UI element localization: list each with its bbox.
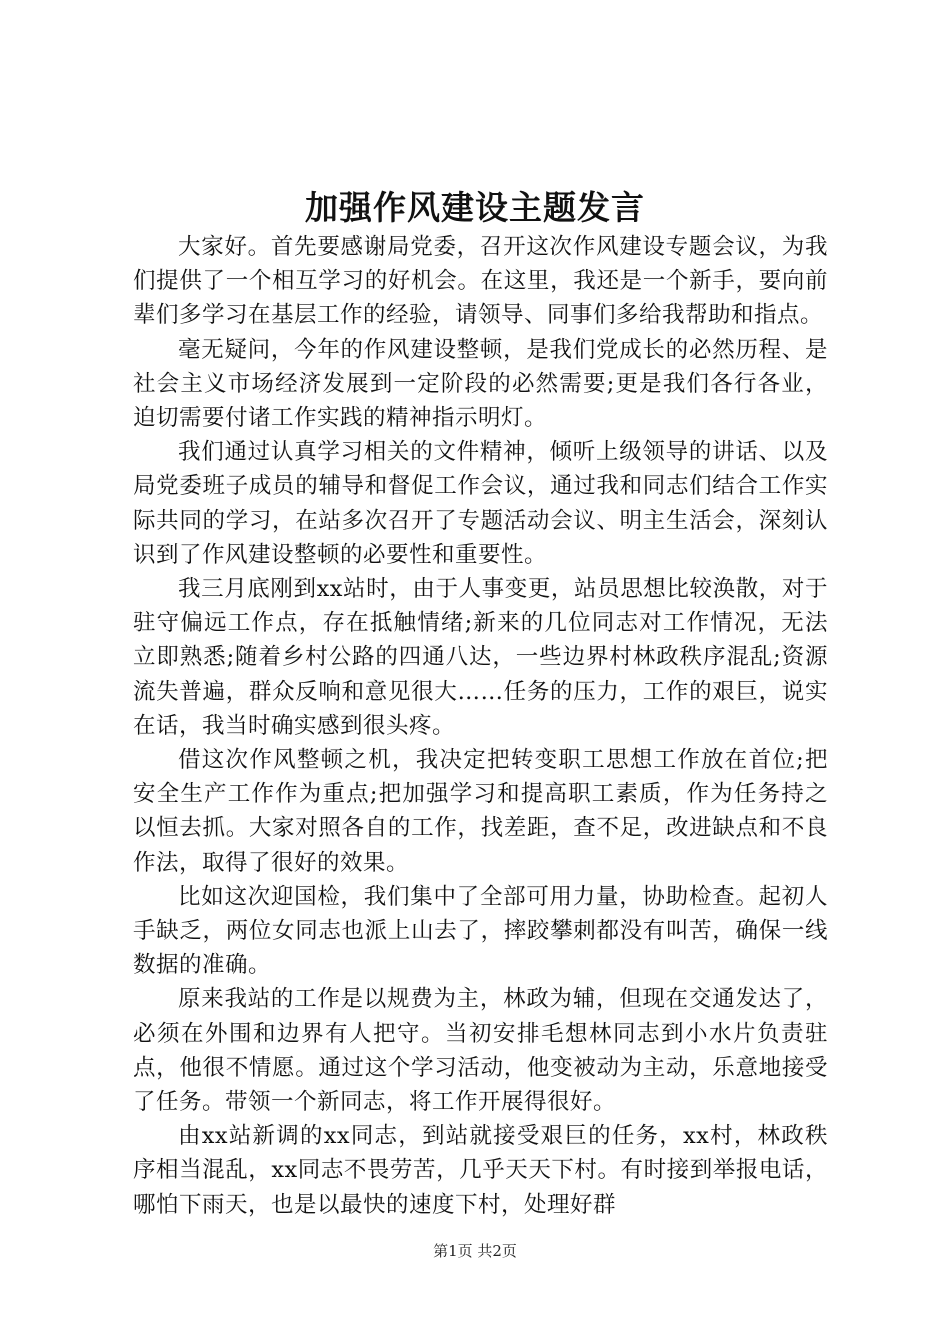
paragraph: 原来我站的工作是以规费为主，林政为辅，但现在交通发达了，必须在外围和边界有人把守。当初安排毛想林同志到小水片负责驻点，他很不情愿。通过这个学习活动，他变被动为主动，乐意地接受了任务。带领一个新同志，将工作开展得很好。 [133, 986, 828, 1116]
document-body [133, 230, 828, 1222]
paragraph: 我们通过认真学习相关的文件精神，倾听上级领导的讲话、以及局党委班子成员的辅导和督促工作会议，通过我和同志们结合工作实际共同的学习，在站多次召开了专题活动会议、明主生活会，深刻认识到了作风建设整顿的必要性和重要性。 [133, 439, 828, 568]
paragraph: 大家好。首先要感谢局党委，召开这次作风建设专题会议，为我们提供了一个相互学习的好机会。在这里，我还是一个新手，要向前辈们多学习在基层工作的经验，请领导、同事们多给我帮助和指点。 [133, 234, 828, 329]
paragraph: 借这次作风整顿之机，我决定把转变职工思想工作放在首位;把安全生产工作作为重点;把加强学习和提高职工素质，作为任务持之以恒去抓。大家对照各自的工作，找差距，查不足，改进缺点和不良作法，取得了很好的效果。 [133, 747, 828, 876]
paragraph: 比如这次迎国检，我们集中了全部可用力量，协助检查。起初人手缺乏，两位女同志也派上山去了，摔跤攀刺都没有叫苦，确保一线数据的准确。 [133, 883, 828, 979]
paragraph: 我三月底刚到xx站时，由于人事变更，站员思想比较涣散，对于驻守偏远工作点，存在抵触情绪;新来的几位同志对工作情况，无法立即熟悉;随着乡村公路的四通八达，一些边界村林政秩序混乱;资源流失普遍，群众反响和意见很大……任务的压力，工作的艰巨，说实在话，我当时确实感到很头疼。 [133, 576, 828, 739]
document-title: 加强作风建设主题发言 [305, 188, 645, 227]
paragraph: 毫无疑问，今年的作风建设整顿，是我们党成长的必然历程、是社会主义市场经济发展到一定阶段的必然需要;更是我们各行各业，迫切需要付诸工作实践的精神指示明灯。 [133, 336, 828, 432]
paragraph: 由xx站新调的xx同志，到站就接受艰巨的任务，xx村，林政秩序相当混乱，xx同志不畏劳苦，几乎天天下村。有时接到举报电话，哪怕下雨天，也是以最快的速度下村，处理好群 [133, 1123, 828, 1218]
page-number-footer: 第1页 共2页 [433, 1242, 517, 1260]
